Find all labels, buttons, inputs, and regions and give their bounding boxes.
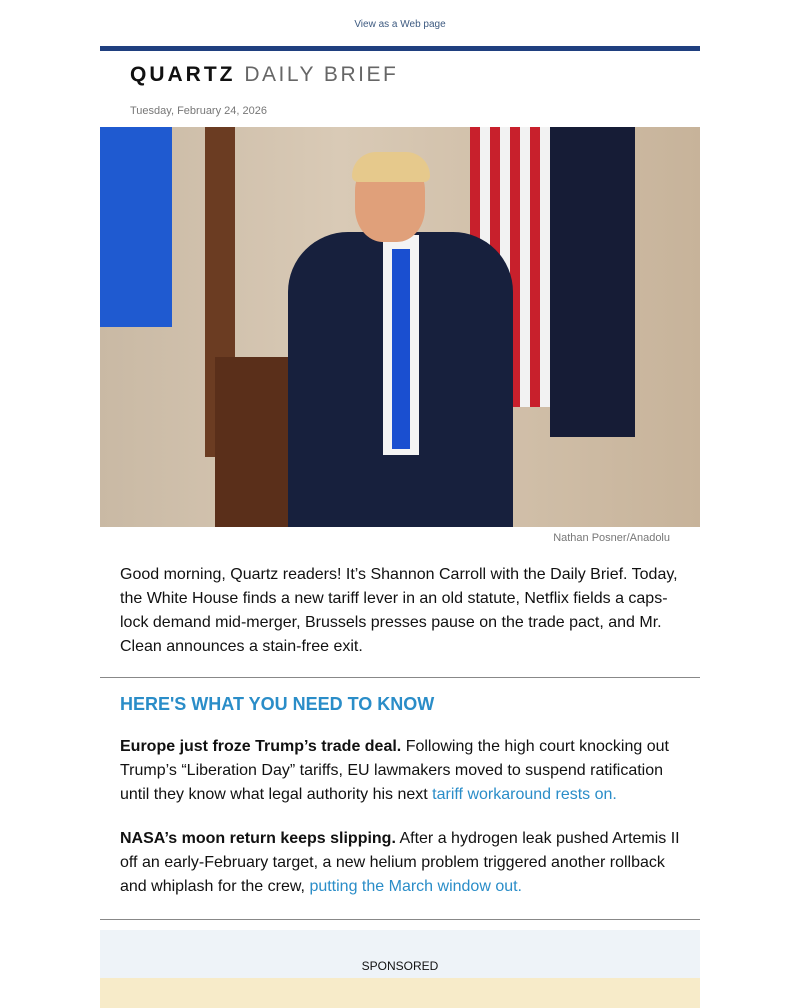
issue-date: Tuesday, February 24, 2026 — [130, 105, 267, 117]
intro-paragraph: Good morning, Quartz readers! It’s Shannon Carroll with the Daily Brief. Today, the White House finds a new tariff lever in an old statute, Netflix fields a caps-lock demand mid-merger, Brussels presses pause on the trade pact, and Mr. Clean announces a stain-free exit. — [120, 566, 678, 655]
story-body: After a hydrogen leak pushed Artemis II off an early-February target, a new helium problem triggered another rollback and whiplash for the crew, — [120, 830, 680, 895]
presidential-flag — [550, 127, 635, 437]
photo-credit: Nathan Posner/Anadolu — [553, 532, 670, 544]
hero-image[interactable] — [100, 127, 700, 527]
divider — [100, 677, 700, 678]
header-rule — [100, 46, 700, 51]
story-headline: Europe just froze Trump’s trade deal. — [120, 738, 402, 755]
story-item — [120, 735, 685, 807]
logo-main: QUARTZ — [130, 63, 236, 86]
section-title: HERE'S WHAT YOU NEED TO KNOW — [120, 694, 435, 714]
sponsored-label: SPONSORED — [361, 959, 439, 973]
logo-sub: DAILY BRIEF — [244, 63, 399, 86]
story-headline: NASA’s moon return keeps slipping. — [120, 830, 396, 847]
view-web-page-link[interactable]: View as a Web page — [354, 19, 446, 30]
newsletter — [100, 46, 700, 973]
logo — [130, 63, 700, 87]
story-link[interactable]: tariff workaround rests on. — [432, 786, 617, 803]
divider — [100, 919, 700, 920]
sponsored-ad[interactable] — [100, 978, 700, 1008]
hair — [352, 152, 430, 182]
tie — [392, 249, 410, 449]
blue-screen — [100, 127, 172, 327]
story-body: Following the high court knocking out Trump’s “Liberation Day” tariffs, EU lawmakers moved to suspend ratification until they know what legal authority his next — [120, 738, 669, 803]
story-link[interactable]: putting the March window out. — [309, 878, 522, 895]
table — [215, 357, 295, 527]
story-item — [120, 827, 685, 899]
